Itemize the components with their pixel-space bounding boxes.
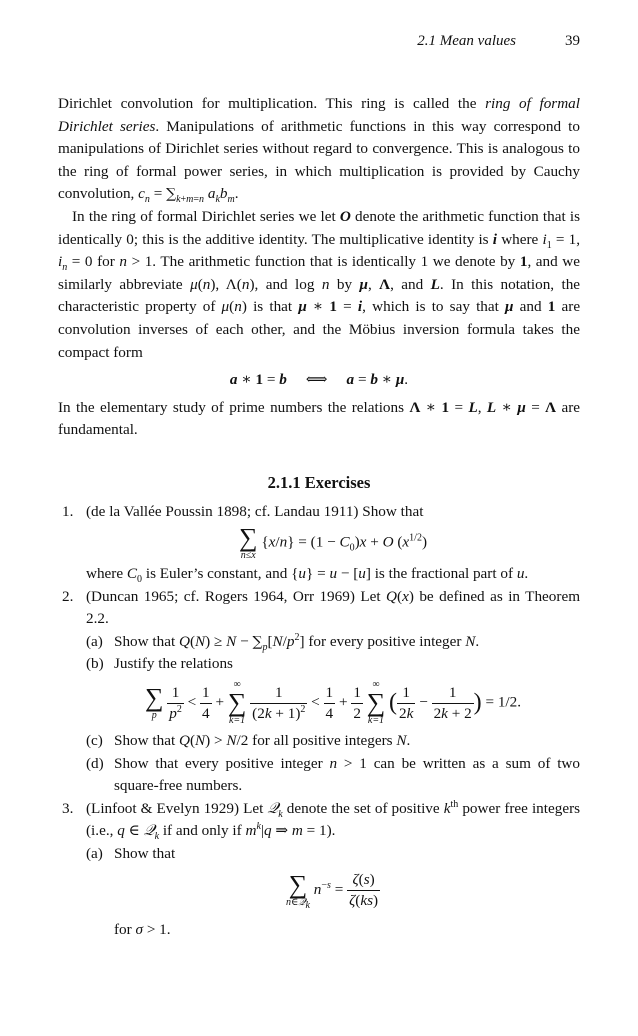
exercises-heading: 2.1.1 Exercises: [267, 472, 371, 492]
page-body: [58, 93, 580, 941]
exercise-number: 2.: [62, 587, 74, 605]
exercise-3a: (a) Show that: [86, 845, 176, 863]
running-head: 2.1 Mean values: [417, 33, 516, 49]
exercise-2a: (a) Show that $Q(N) \ge N - \sum_p[N/p^2]$ for every positive integer N.: [86, 631, 480, 653]
exercise-3: 3. (Linfoot & Evelyn 1929) Let 𝒬$_k$ denote the set of positive $k^{th}$ power free integers (i.e., q ∈ 𝒬$_k$ if and only if $m^k|q$ ⇒ m = 1). (a) Show that ∑ n∈𝒬$_k$ $n^{-s}$ = $\frac{\zeta(s)}{\zeta(ks)}$ for σ > 1.: [58, 798, 580, 941]
exercise-1-note: where $C_0$ is Euler’s constant, and {u} = u − [u] is the fractional part of u.: [86, 565, 529, 586]
exercise-3a-formula: ∑ n∈𝒬$_k$ $n^{-s}$ = $\frac{\zeta(s)}{\zeta(ks)}$: [285, 870, 379, 912]
exercise-3a-condition: for σ > 1.: [114, 920, 171, 938]
exercise-2b-formula: ∑ p $\frac{1}{p^2}$ < $\frac{1}{4}$ + ∞ ∑ k=1 $\frac{1}{(2k + 1)^2}$ < $\frac{1}{4}$ + $\frac{1}{2}$ ∞ ∑ k=1 ( $\frac{1}{2k}$ − $\frac{1}{2k + 2}$ ) = 1/2.: [144, 679, 522, 727]
paragraph-1: Dirichlet convolution for multiplication. This ring is called the ring of formal Dirichlet series. Manipulations of arithmetic functions in this way correspond to manipulations of Dirichlet series without regard to convergence. This is analogous to the ring of formal power series, in which multiplication is provided by Cauchy convolution, $c_n = \sum_{k+m=n}$ $a_kb_m$.: [58, 95, 580, 206]
exercise-2c: (c) Show that Q(N) > N/2 for all positive integers N.: [86, 732, 411, 750]
mobius-inversion-formula: a ∗ 1 = b ⟺ a = b ∗ μ.: [229, 371, 409, 389]
exercise-number: 1.: [62, 502, 74, 520]
exercise-2b: (b) Justify the relations: [86, 655, 233, 673]
exercise-2d: (d) Show that every positive integer n > 1 can be written as a sum of two square-free numbers.: [86, 754, 580, 795]
paragraph-3: In the elementary study of prime numbers the relations Λ ∗ 1 = L, L ∗ μ = Λ are fundamental.: [58, 398, 581, 439]
exercise-2: 2. (Duncan 1965; cf. Rogers 1964, Orr 1969) Let Q(x) be defined as in Theorem 2.2. (a) Show that $Q(N) \ge N - \sum_p[N/p^2]$ for every positive integer N. (b) Justify the relations ∑ p $\frac{1}{p^2}$ < $\frac{1}{4}$ + ∞ ∑ k=1 $\frac{1}{(2k + 1)^2}$ < $\frac{1}{4}$ + $\frac{1}{2}$ ∞ ∑ k=1 ( $\frac{1}{2k}$ − $\frac{1}{2k + 2}$ ) = 1/2. (c) Show that Q(N) > N/2 for all positive integers N. (d) Show that every positive integer n > 1 can be written as a sum of two square-free numbers.: [58, 586, 580, 798]
exercise-number: 3.: [62, 799, 74, 817]
paragraph-2: In the ring of formal Dirichlet series we let O denote the arithmetic function that is identically 0; this is the additive identity. The multiplicative identity is i where $i_1 = 1$, $i_n = 0$ for n > 1. The arithmetic function that is identically 1 we denote by 1, and we similarly abbreviate μ(n), Λ(n), and log n by μ, Λ, and L. In this notation, the characteristic property of μ(n) is that μ ∗ 1 = i, which is to say that μ and 1 are convolution inverses of each other, and the Möbius inversion formula takes the compact form: [58, 207, 581, 361]
page-header: [58, 33, 580, 53]
exercise-1-formula: ∑ n≤x $\{x/n\} = (1 - C_0)x + O$ $(x^{1/2})$: [238, 523, 428, 562]
exercise-1: 1. (de la Vallée Poussin 1898; cf. Landau 1911) Show that ∑ n≤x $\{x/n\} = (1 - C_0)x + O$ $(x^{1/2})$ where $C_0$ is Euler’s constant, and {u} = u − [u] is the fractional part of u.: [58, 501, 580, 586]
page-number: 39: [565, 33, 580, 49]
